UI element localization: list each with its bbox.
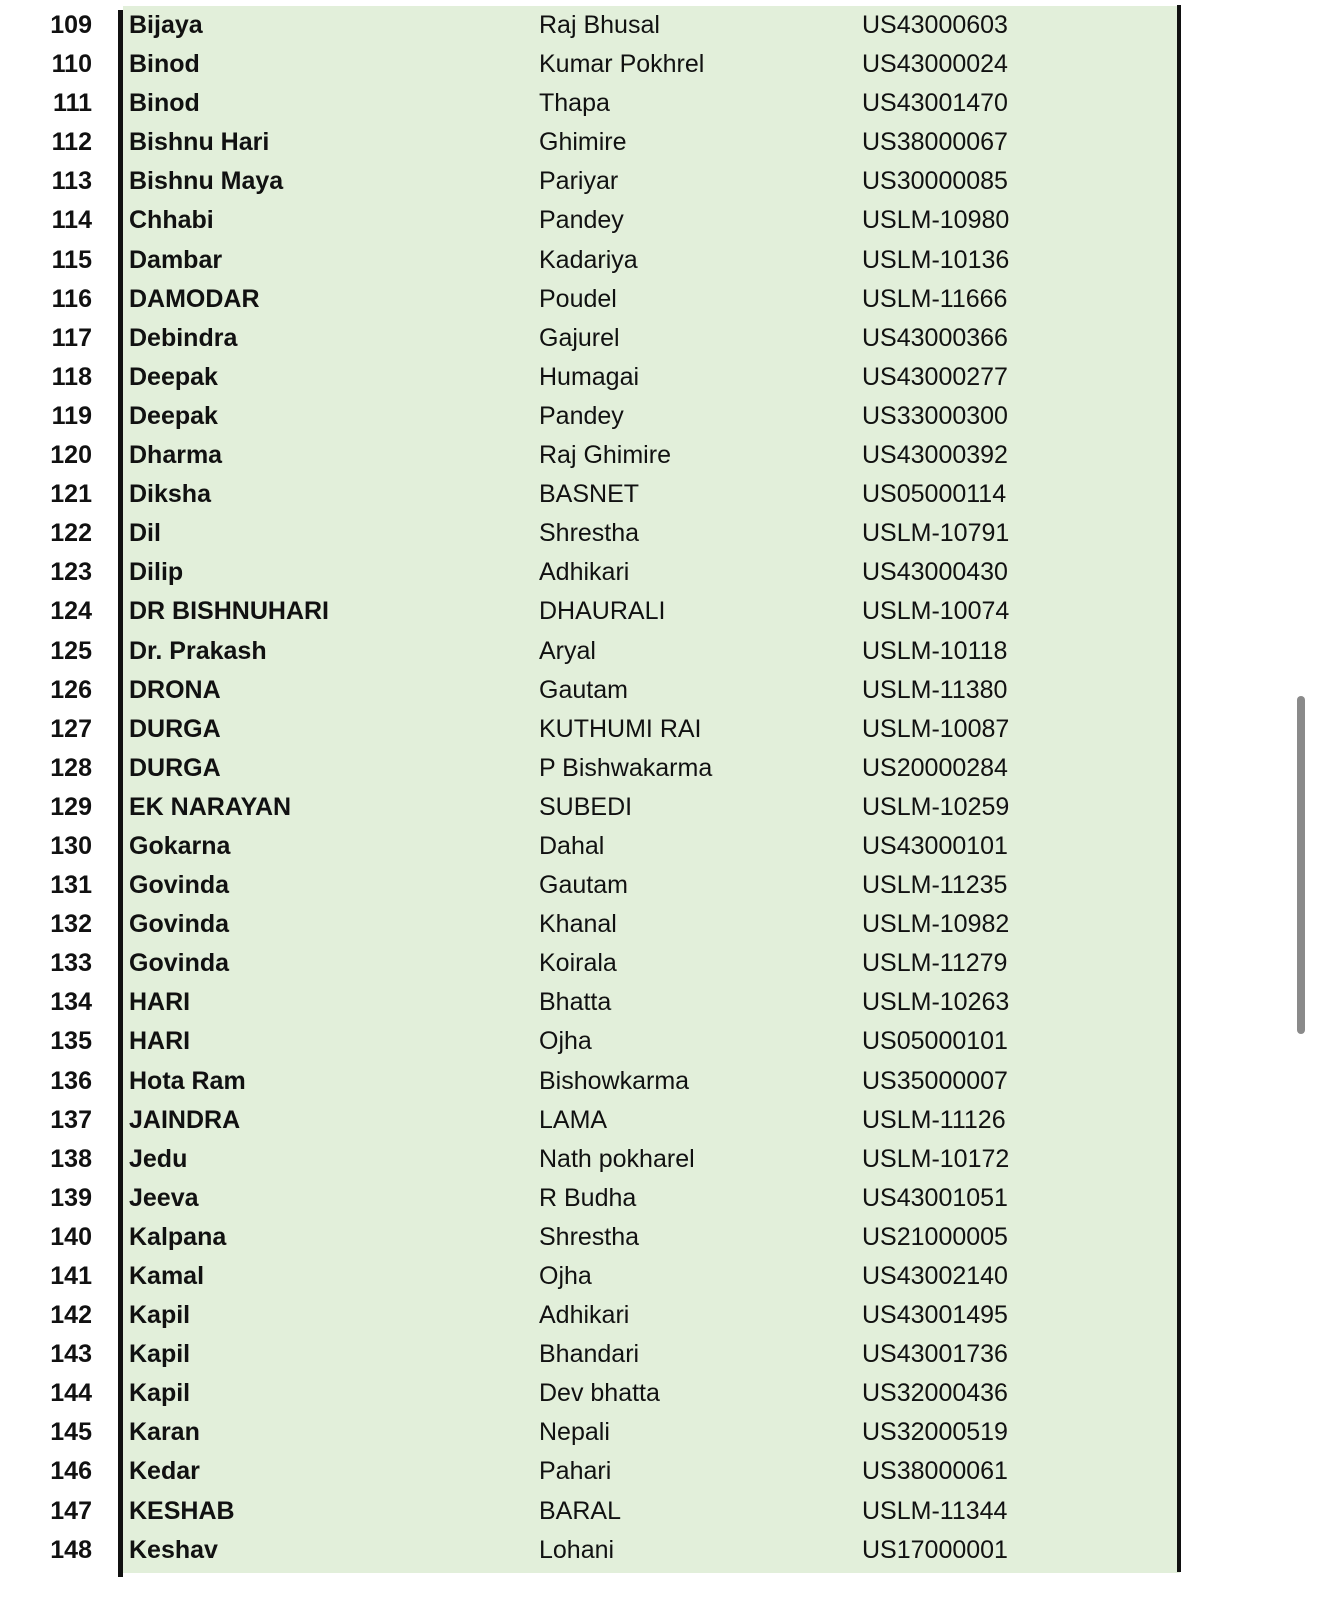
member-id-cell: USLM-10087 <box>862 714 1010 743</box>
table-row <box>0 1452 1181 1491</box>
table-row <box>0 1022 1181 1061</box>
member-id-cell: US30000085 <box>862 167 1008 196</box>
row-number: 113 <box>51 167 92 196</box>
member-id-cell: USLM-11126 <box>862 1105 1006 1134</box>
row-number: 131 <box>50 871 92 900</box>
table-row <box>0 905 1181 944</box>
table-row <box>0 827 1181 866</box>
row-number: 125 <box>50 636 92 665</box>
row-number: 123 <box>50 558 92 587</box>
last-name-cell: Kumar Pokhrel <box>539 50 705 79</box>
table-row <box>0 1140 1181 1179</box>
row-number: 128 <box>50 753 92 782</box>
member-id-cell: USLM-10791 <box>862 519 1010 548</box>
first-name-cell: Bishnu Hari <box>129 128 270 157</box>
last-name-cell: Nepali <box>539 1418 610 1447</box>
member-id-cell: US43001736 <box>862 1340 1008 1369</box>
first-name-cell: Debindra <box>129 323 238 352</box>
first-name-cell: Kalpana <box>129 1222 227 1251</box>
first-name-cell: Jeeva <box>129 1183 199 1212</box>
first-name-cell: Kapil <box>129 1301 191 1330</box>
first-name-cell: Kapil <box>129 1340 191 1369</box>
member-id-cell: USLM-10980 <box>862 206 1010 235</box>
member-id-cell: US35000007 <box>862 1066 1008 1095</box>
first-name-cell: DAMODAR <box>129 284 260 313</box>
table-row <box>0 162 1181 201</box>
table-row <box>0 944 1181 983</box>
member-id-cell: US20000284 <box>862 753 1008 782</box>
row-number: 145 <box>50 1418 92 1447</box>
first-name-cell: JAINDRA <box>129 1105 241 1134</box>
first-name-cell: Hota Ram <box>129 1066 246 1095</box>
table-row <box>0 1335 1181 1374</box>
last-name-cell: Bhandari <box>539 1340 640 1369</box>
table-row <box>0 1218 1181 1257</box>
last-name-cell: Bhatta <box>539 988 612 1017</box>
row-number: 117 <box>51 323 92 352</box>
member-id-cell: US38000061 <box>862 1457 1008 1486</box>
row-number: 119 <box>51 401 92 430</box>
row-number: 109 <box>50 11 92 39</box>
row-number: 133 <box>50 949 92 978</box>
member-id-cell: US43000101 <box>862 831 1008 860</box>
first-name-cell: Dambar <box>129 245 223 274</box>
first-name-cell: Bishnu Maya <box>129 167 284 196</box>
member-id-cell: US43001495 <box>862 1301 1008 1330</box>
table-row <box>0 671 1181 710</box>
first-name-cell: EK NARAYAN <box>129 792 292 821</box>
row-number: 116 <box>51 284 92 313</box>
table-row <box>0 397 1181 436</box>
member-id-cell: USLM-11344 <box>862 1496 1008 1525</box>
member-id-cell: USLM-10263 <box>862 988 1010 1017</box>
last-name-cell: Humagai <box>539 362 640 391</box>
first-name-cell: Chhabi <box>129 206 214 235</box>
member-id-cell: US21000005 <box>862 1222 1008 1251</box>
last-name-cell: LAMA <box>539 1105 608 1134</box>
last-name-cell: Ojha <box>539 1262 592 1290</box>
member-id-cell: US43000277 <box>862 362 1008 391</box>
last-name-cell: Ojha <box>539 1027 592 1056</box>
table-row <box>0 592 1181 631</box>
row-number: 118 <box>51 362 92 391</box>
first-name-cell: Binod <box>129 89 200 118</box>
row-number: 122 <box>50 519 92 548</box>
table-row <box>0 123 1181 162</box>
row-number: 127 <box>50 714 92 743</box>
member-id-cell: USLM-11235 <box>862 871 1008 900</box>
member-id-cell: US32000519 <box>862 1418 1008 1447</box>
first-name-cell: Bijaya <box>129 11 203 39</box>
member-id-cell: US05000114 <box>862 480 1007 509</box>
first-name-cell: Govinda <box>129 871 230 900</box>
table-row <box>0 6 1181 45</box>
table-row <box>0 201 1181 240</box>
table-row <box>0 866 1181 905</box>
member-id-cell: USLM-10259 <box>862 792 1010 821</box>
table-row <box>0 1296 1181 1335</box>
last-name-cell: DHAURALI <box>539 597 666 626</box>
row-number: 111 <box>53 89 92 118</box>
first-name-cell: Binod <box>129 50 200 79</box>
row-number: 146 <box>50 1457 92 1486</box>
last-name-cell: Adhikari <box>539 558 630 587</box>
last-name-cell: Pandey <box>539 401 624 430</box>
first-name-cell: Gokarna <box>129 831 231 860</box>
row-number: 130 <box>50 831 92 860</box>
member-id-cell: USLM-10074 <box>862 597 1010 626</box>
last-name-cell: KUTHUMI RAI <box>539 714 702 743</box>
member-id-cell: USLM-10136 <box>862 245 1010 274</box>
row-number: 132 <box>50 910 92 939</box>
table-row <box>0 553 1181 592</box>
name-table <box>0 6 1181 1570</box>
table-row <box>0 749 1181 788</box>
table-row <box>0 514 1181 553</box>
row-number: 141 <box>50 1262 92 1290</box>
table-row <box>0 1374 1181 1413</box>
first-name-cell: Dharma <box>129 441 223 470</box>
member-id-cell: US43001470 <box>862 89 1008 118</box>
first-name-cell: Dilip <box>129 558 184 587</box>
table-row <box>0 1062 1181 1101</box>
table-row <box>0 983 1181 1022</box>
table-row <box>0 319 1181 358</box>
last-name-cell: Dev bhatta <box>539 1379 660 1408</box>
last-name-cell: Shrestha <box>539 1222 640 1251</box>
first-name-cell: Govinda <box>129 910 230 939</box>
first-name-cell: HARI <box>129 1027 191 1056</box>
row-number: 115 <box>51 245 92 274</box>
table-row <box>0 1413 1181 1452</box>
row-number: 140 <box>50 1222 92 1251</box>
first-name-cell: Jedu <box>129 1144 188 1173</box>
first-name-cell: Kedar <box>129 1457 200 1486</box>
last-name-cell: BARAL <box>539 1496 621 1525</box>
last-name-cell: Khanal <box>539 910 617 939</box>
row-number: 148 <box>50 1535 92 1564</box>
last-name-cell: Gautam <box>539 871 628 900</box>
first-name-cell: DURGA <box>129 714 221 743</box>
last-name-cell: Gajurel <box>539 323 620 352</box>
last-name-cell: Kadariya <box>539 245 638 274</box>
first-name-cell: Kapil <box>129 1379 191 1408</box>
row-number: 110 <box>51 50 92 79</box>
table-row <box>0 475 1181 514</box>
last-name-cell: Pandey <box>539 206 624 235</box>
table-row <box>0 84 1181 123</box>
table-row <box>0 1492 1181 1531</box>
table-row <box>0 358 1181 397</box>
first-name-cell: Kamal <box>129 1262 205 1290</box>
member-id-cell: US43000366 <box>862 323 1008 352</box>
last-name-cell: Nath pokharel <box>539 1144 695 1173</box>
member-id-cell: USLM-10172 <box>862 1144 1010 1173</box>
first-name-cell: KESHAB <box>129 1496 235 1525</box>
last-name-cell: Thapa <box>539 89 610 118</box>
member-id-cell: US43001051 <box>862 1183 1008 1212</box>
row-number: 137 <box>50 1105 92 1134</box>
row-number: 143 <box>50 1340 92 1369</box>
member-id-cell: US38000067 <box>862 128 1008 157</box>
last-name-cell: Koirala <box>539 949 617 978</box>
member-id-cell: USLM-11279 <box>862 949 1008 978</box>
row-number: 120 <box>50 441 92 470</box>
row-number: 134 <box>50 988 92 1017</box>
last-name-cell: Raj Bhusal <box>539 11 660 39</box>
last-name-cell: Raj Ghimire <box>539 441 671 470</box>
row-number: 135 <box>50 1027 92 1056</box>
member-id-cell: US43000430 <box>862 558 1008 587</box>
last-name-cell: R Budha <box>539 1183 637 1212</box>
member-id-cell: US17000001 <box>862 1535 1008 1564</box>
first-name-cell: DR BISHNUHARI <box>129 597 329 626</box>
row-number: 112 <box>51 128 92 157</box>
row-number: 114 <box>51 206 92 235</box>
row-number: 139 <box>50 1183 92 1212</box>
member-id-cell: USLM-10982 <box>862 910 1010 939</box>
last-name-cell: Pahari <box>539 1457 612 1486</box>
member-id-cell: US33000300 <box>862 401 1008 430</box>
row-number: 126 <box>50 675 92 704</box>
last-name-cell: Aryal <box>539 636 596 665</box>
last-name-cell: Poudel <box>539 284 617 313</box>
last-name-cell: Adhikari <box>539 1301 630 1330</box>
member-id-cell: US32000436 <box>862 1379 1008 1408</box>
first-name-cell: Deepak <box>129 401 218 430</box>
row-number: 147 <box>50 1496 92 1525</box>
first-name-cell: Deepak <box>129 362 218 391</box>
last-name-cell: BASNET <box>539 480 640 509</box>
last-name-cell: Lohani <box>539 1535 615 1564</box>
last-name-cell: Gautam <box>539 675 628 704</box>
row-number: 129 <box>50 792 92 821</box>
member-id-cell: US43000392 <box>862 441 1008 470</box>
table-row <box>0 45 1181 84</box>
member-id-cell: USLM-10118 <box>862 636 1008 665</box>
last-name-cell: Pariyar <box>539 167 619 196</box>
first-name-cell: Diksha <box>129 480 211 509</box>
first-name-cell: Dil <box>129 519 161 548</box>
member-id-cell: US43000024 <box>862 50 1008 79</box>
table-row <box>0 1257 1181 1296</box>
member-id-cell: US43000603 <box>862 11 1008 39</box>
last-name-cell: Ghimire <box>539 128 627 157</box>
last-name-cell: P Bishwakarma <box>539 753 713 782</box>
table-row <box>0 241 1181 280</box>
row-number: 121 <box>50 480 92 509</box>
member-id-cell: USLM-11666 <box>862 284 1008 313</box>
table-row <box>0 788 1181 827</box>
last-name-cell: Shrestha <box>539 519 640 548</box>
row-number: 124 <box>50 597 92 626</box>
first-name-cell: DRONA <box>129 675 221 704</box>
member-id-cell: US43002140 <box>862 1262 1008 1290</box>
last-name-cell: Bishowkarma <box>539 1066 690 1095</box>
first-name-cell: Dr. Prakash <box>129 636 267 665</box>
first-name-cell: Govinda <box>129 949 230 978</box>
last-name-cell: SUBEDI <box>539 792 633 821</box>
row-number: 142 <box>50 1301 92 1330</box>
last-name-cell: Dahal <box>539 831 605 860</box>
table-row <box>0 436 1181 475</box>
vertical-scrollbar-thumb[interactable] <box>1297 696 1305 1034</box>
first-name-cell: Keshav <box>129 1535 218 1564</box>
table-row <box>0 1101 1181 1140</box>
first-name-cell: HARI <box>129 988 191 1017</box>
table-row <box>0 710 1181 749</box>
first-name-cell: DURGA <box>129 753 221 782</box>
table-row <box>0 1531 1181 1570</box>
row-number: 144 <box>50 1379 92 1408</box>
row-number: 136 <box>50 1066 92 1095</box>
member-id-cell: US05000101 <box>862 1027 1008 1056</box>
member-id-cell: USLM-11380 <box>862 675 1008 704</box>
table-row <box>0 1179 1181 1218</box>
row-number: 138 <box>50 1144 92 1173</box>
table-row <box>0 280 1181 319</box>
first-name-cell: Karan <box>129 1418 200 1447</box>
table-row <box>0 632 1181 671</box>
